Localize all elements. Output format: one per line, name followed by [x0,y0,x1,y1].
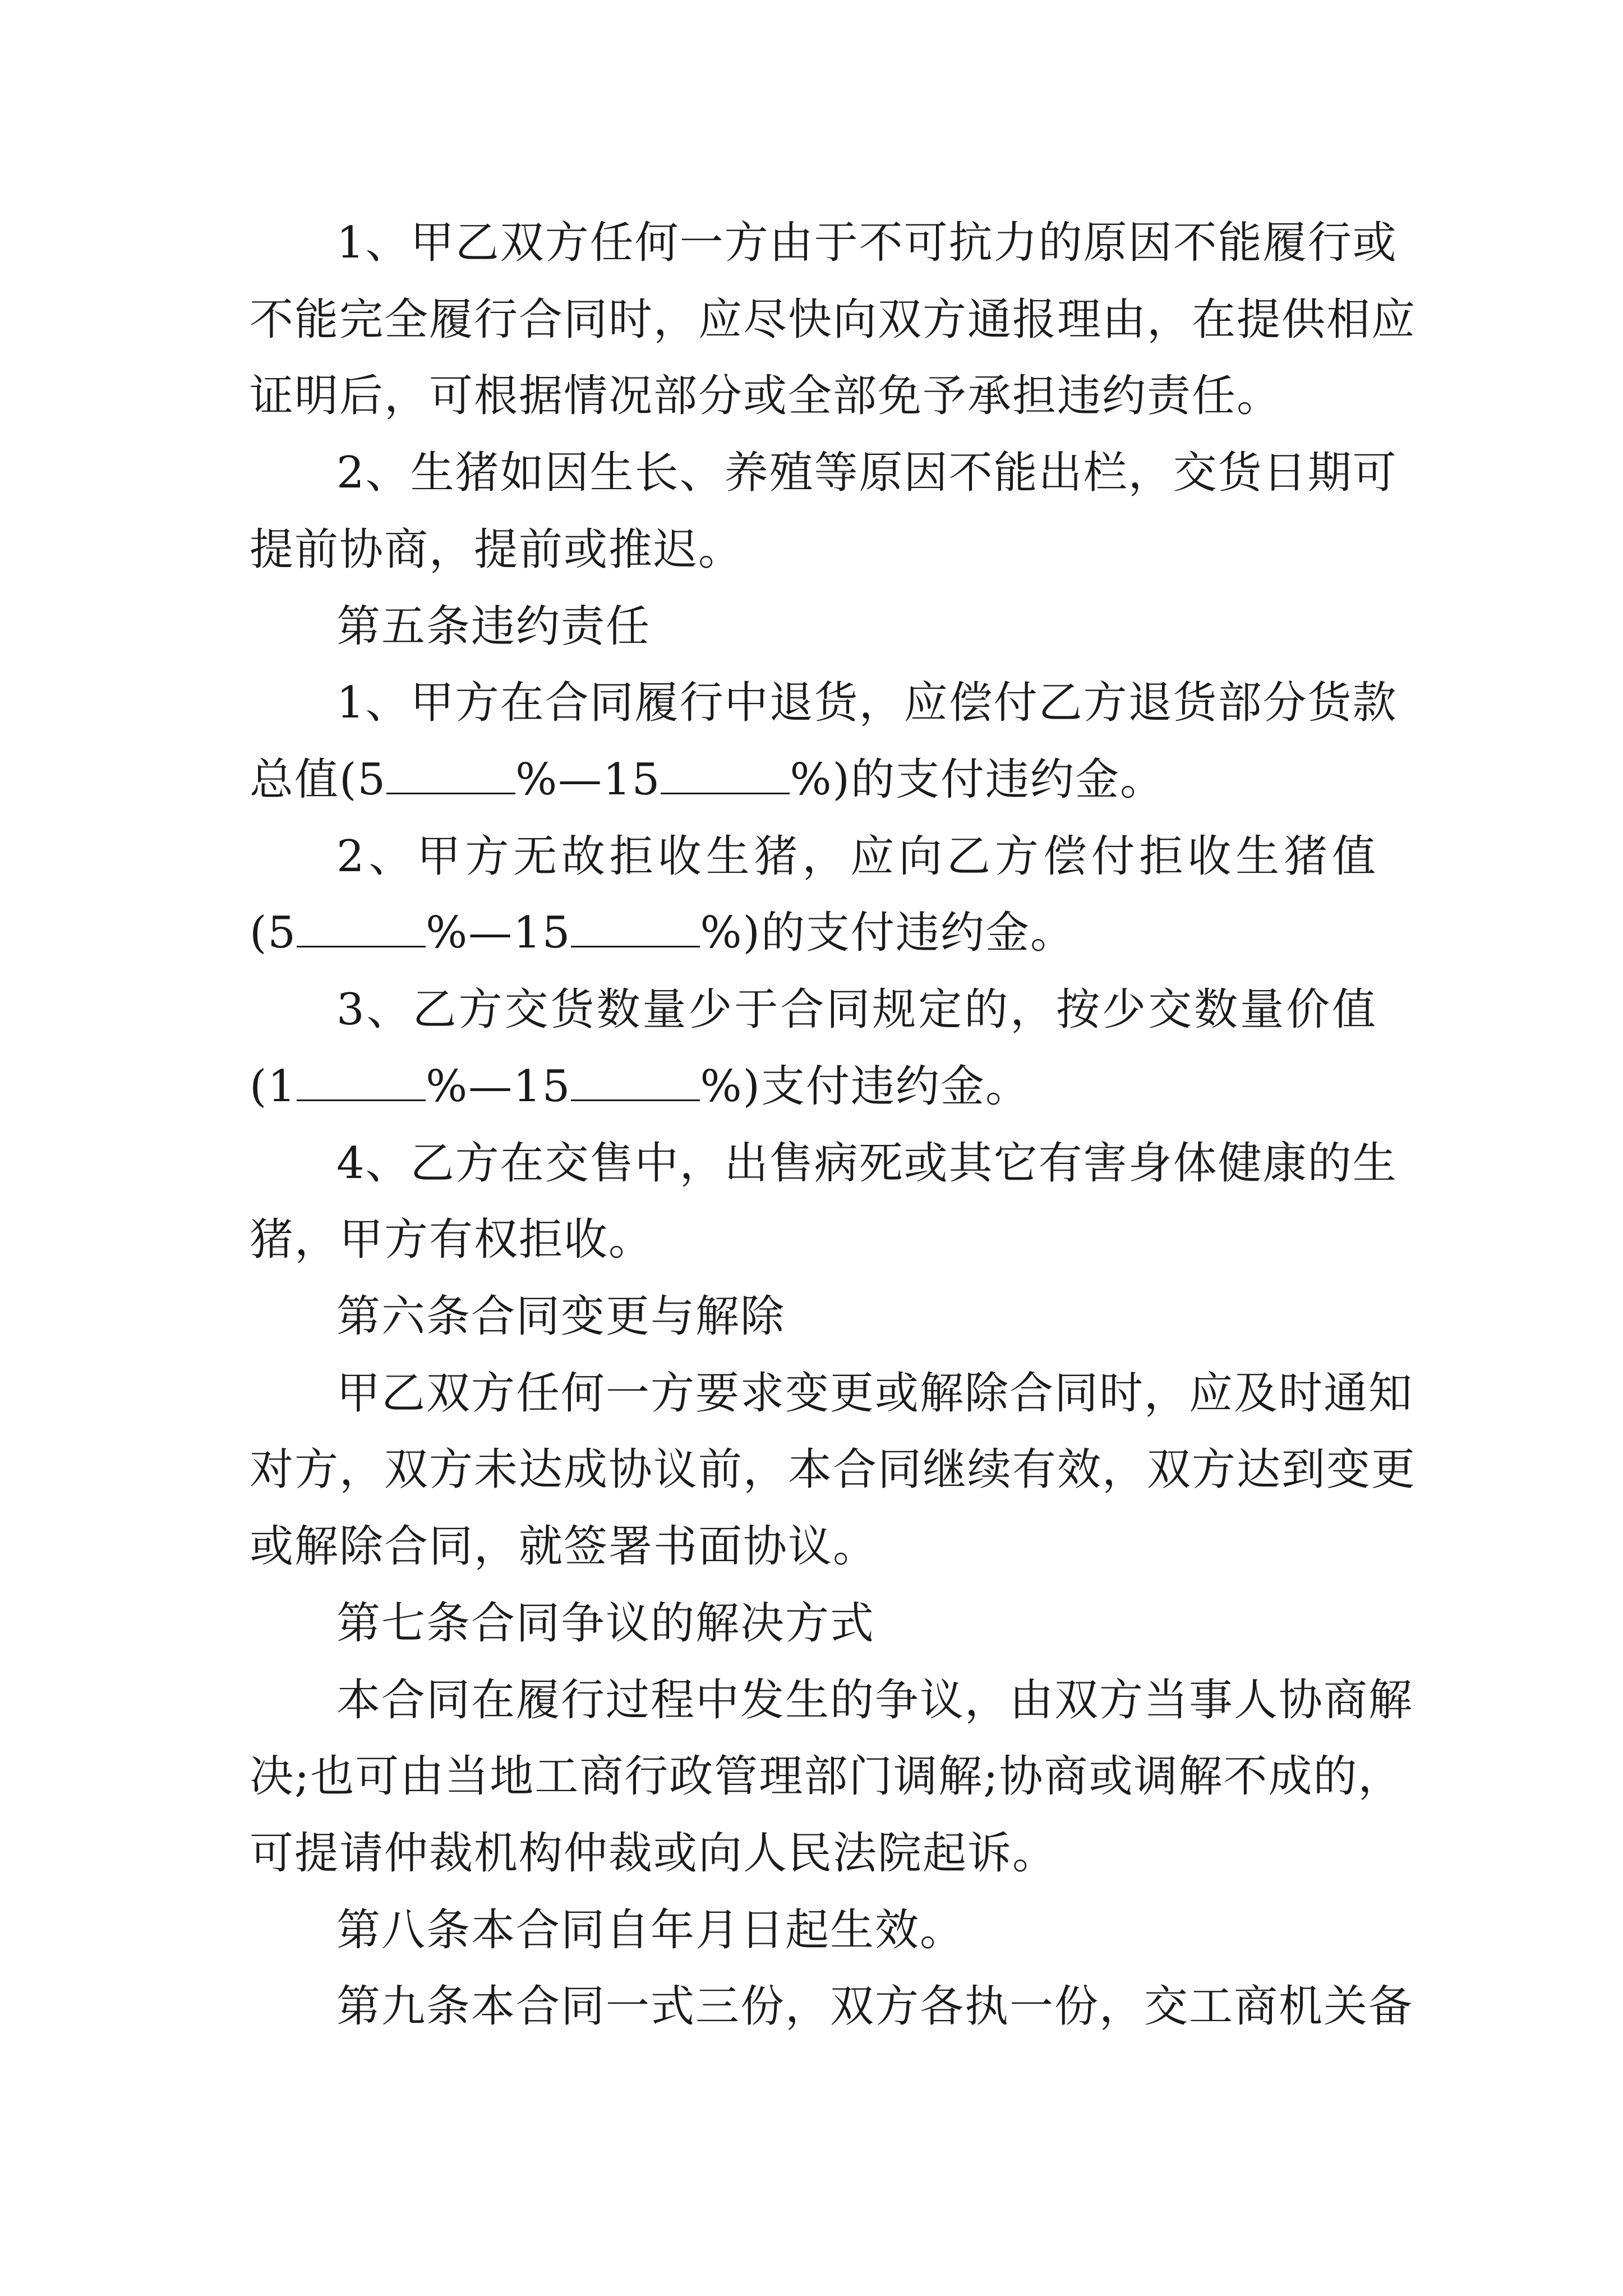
penalty-rate-blank-min [386,754,515,794]
article6-heading: 第六条合同变更与解除 [336,1291,786,1342]
article5-item4-line1: 4、乙方在交售中，出售病死或其它有害身体健康的生 [336,1138,1398,1189]
penalty-rate-blank-min [297,1061,426,1101]
article5-item4-line2: 猪，甲方有权拒收。 [250,1214,654,1265]
article5-item2-line2 [250,905,1377,961]
article7-heading: 第七条合同争议的解决方式 [336,1598,875,1649]
penalty-rate-blank-max [661,754,790,794]
article6-body-line3: 或解除合同，就签署书面协议。 [250,1521,878,1572]
article7-body-line3: 可提请仲裁机构仲裁或向人民法院起诉。 [250,1828,1058,1879]
penalty-rate-blank-min [297,908,426,947]
penalty-rate-mid: %—15 [426,1061,571,1112]
article7-body-line1: 本合同在履行过程中发生的争议，由双方当事人协商解 [336,1675,1414,1726]
force-majeure-item1-line1: 1、甲乙双方任何一方由于不可抗力的原因不能履行或 [336,218,1398,268]
penalty-rate-blank-max [571,1061,700,1101]
article7-body-line2: 决;也可由当地工商行政管理部门调解;协商或调解不成的， [250,1751,1403,1802]
penalty-rate-blank-max [571,908,700,947]
article5-item3-line2 [250,1059,1377,1115]
penalty-rate-suffix: %)的支付违约金。 [700,908,1075,958]
article5-item3-line1: 3、乙方交货数量少于合同规定的，按少交数量价值 [336,984,1377,1035]
force-majeure-item1-line2: 不能完全履行合同时，应尽快向双方通报理由，在提供相应 [250,295,1417,345]
article8: 第八条本合同自年月日起生效。 [336,1905,965,1955]
penalty-rate-mid: %—15 [426,908,571,958]
penalty-rate-prefix: (1 [250,1061,297,1112]
article5-item2-line1: 2、甲方无故拒收生猪，应向乙方偿付拒收生猪值 [336,831,1377,882]
force-majeure-item2-line2: 提前协商，提前或推迟。 [250,524,744,575]
penalty-rate-prefix: (5 [250,908,297,958]
penalty-rate-prefix: 总值(5 [250,754,387,805]
article5-item1-line2 [250,752,1377,808]
article6-body-line2: 对方，双方未达成协议前，本合同继续有效，双方达到变更 [250,1444,1417,1495]
article9-line1: 第九条本合同一式三份，双方各执一份，交工商机关备 [336,1981,1414,2032]
force-majeure-item1-line3: 证明后，可根据情况部分或全部免予承担违约责任。 [250,371,1282,421]
penalty-rate-suffix: %)支付违约金。 [700,1061,1030,1112]
article5-heading: 第五条违约责任 [336,601,651,652]
penalty-rate-suffix: %)的支付违约金。 [790,754,1165,805]
article5-item1-line1: 1、甲方在合同履行中退货，应偿付乙方退货部分货款 [336,678,1398,728]
article6-body-line1: 甲乙双方任何一方要求变更或解除合同时，应及时通知 [336,1368,1414,1419]
force-majeure-item2-line1: 2、生猪如因生长、养殖等原因不能出栏，交货日期可 [336,448,1398,498]
penalty-rate-mid: %—15 [515,754,661,805]
